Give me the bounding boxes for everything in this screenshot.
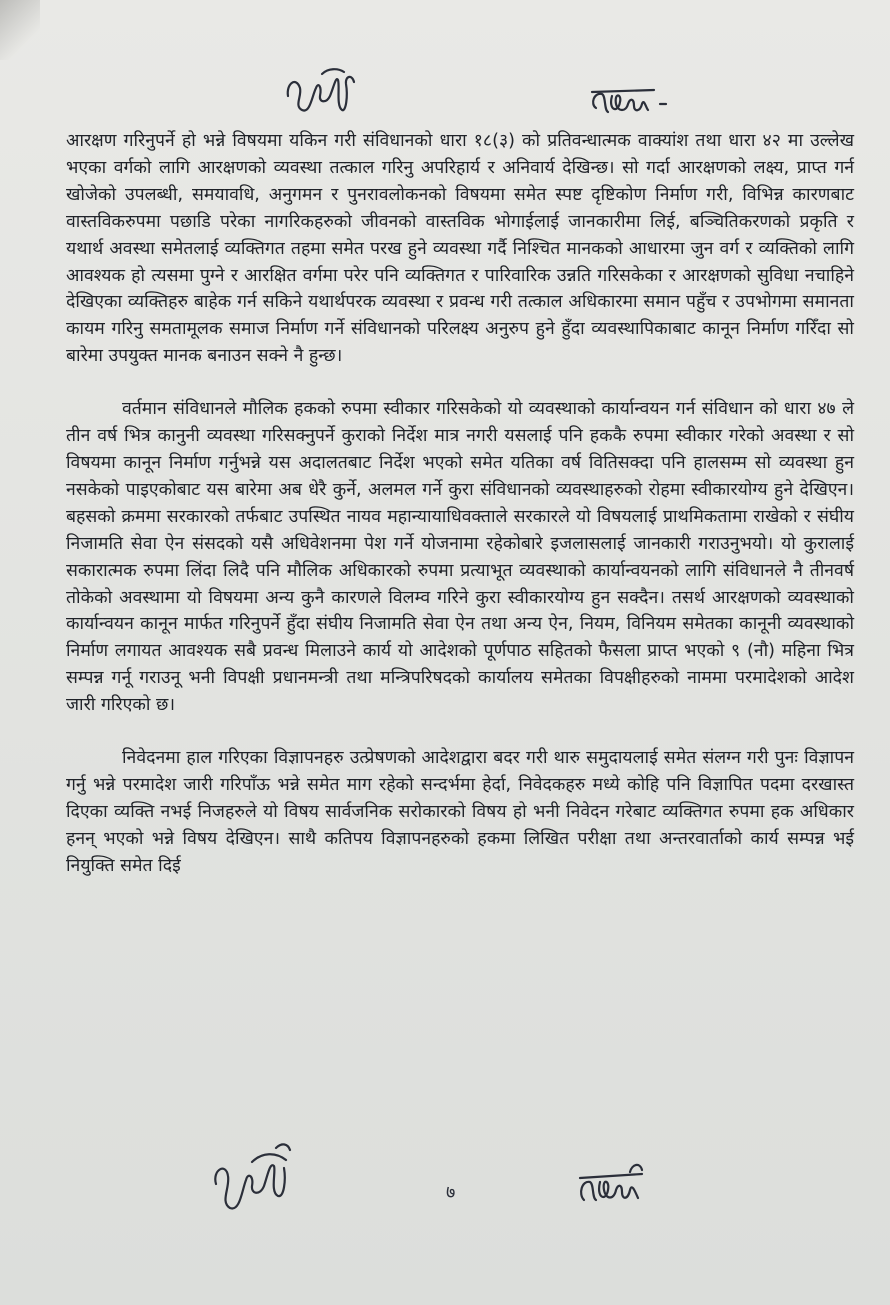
document-body xyxy=(66,128,854,880)
paragraph-2: वर्तमान संविधानले मौलिक हकको रुपमा स्वीकार गरिसकेको यो व्यवस्थाको कार्यान्वयन गर्न संविधान को धारा ४७ ले तीन वर्ष भित्र कानुनी व्यवस्था गरिसक्नुपर्ने कुराको निर्देश मात्र नगरी यसलाई पनि हककै रुपमा स्वीकार गरेको अवस्था र सो विषयमा कानून निर्माण गर्नुभन्ने यस अदालतबाट निर्देश भएको समेत यतिका वर्ष वितिसक्दा पनि हालसम्म सो व्यवस्था हुन नसकेको पाइएकोबाट यस बारेमा अब धेरै कुर्ने, अलमल गर्ने कुरा संविधानको व्यवस्थाहरुको रोहमा स्वीकारयोग्य हुने देखिएन। बहसको क्रममा सरकारको तर्फबाट उपस्थित नायव महान्यायाधिवक्ताले सरकारले यो विषयलाई प्राथमिकतामा राखेको र संघीय निजामति सेवा ऐन संसदको यसै अधिवेशनमा पेश गर्ने योजनामा रहेकोबारे इजलासलाई जानकारी गराउनुभयो। यो कुरालाई सकारात्मक रुपमा लिंदा लिदै पनि मौलिक अधिकारको रुपमा प्रत्याभूत व्यवस्थाको कार्यान्वयनको लागि संविधानले नै तीनवर्ष तोकेको अवस्थामा यो विषयमा अन्य कुनै कारणले विलम्व गरिने कुरा स्वीकारयोग्य हुन सक्दैन। तसर्थ आरक्षणको व्यवस्थाको कार्यान्वयन कानून मार्फत गरिनुपर्ने हुँदा संघीय निजामति सेवा ऐन तथा अन्य ऐन, नियम, विनियम समेतका कानूनी व्यवस्थाको निर्माण लगायत आवश्यक सबै प्रवन्ध मिलाउने कार्य यो आदेशको पूर्णपाठ सहितको फैसला प्राप्त भएको ९ (नौ) महिना भित्र सम्पन्न गर्नू गराउनू भनी विपक्षी प्रधानमन्त्री तथा मन्त्रिपरिषदको कार्यालय समेतका विपक्षीहरुको नाममा परमादेशको आदेश जारी गरिएको छ। xyxy=(66,399,854,716)
signature-bottom-left-icon xyxy=(206,1140,298,1222)
initials-top-right-icon xyxy=(584,82,684,122)
page-number: ७ xyxy=(446,1182,456,1203)
initials-bottom-right-icon xyxy=(570,1160,662,1212)
signature-top-left-icon xyxy=(282,66,362,124)
paragraph-1: आरक्षण गरिनुपर्ने हो भन्ने विषयमा यकिन गरी संविधानको धारा १८(३) को प्रतिवन्धात्मक वाक्यांश तथा धारा ४२ मा उल्लेख भएका वर्गको लागि आरक्षणको व्यवस्था तत्काल गरिनु अपरिहार्य र अनिवार्य देखिन्छ। सो गर्दा आरक्षणको लक्ष्य, प्राप्त गर्न खोजेको उपलब्धी, समयावधि, अनुगमन र पुनरावलोकनको विषयमा समेत स्पष्ट दृष्टिकोण निर्माण गरी, विभिन्न कारणबाट वास्तविकरुपमा पछाडि परेका नागरिकहरुको जीवनको वास्तविक भोगाईलाई जानकारीमा लिई, बञ्चितिकरणको प्रकृति र यथार्थ अवस्था समेतलाई व्यक्तिगत तहमा समेत परख हुने व्यवस्था गर्दै निश्चित मानकको आधारमा जुन वर्ग र व्यक्तिको लागि आवश्यक हो त्यसमा पुग्ने र आरक्षित वर्गमा परेर पनि व्यक्तिगत र पारिवारिक उन्नति गरिसकेका र आरक्षणको सुविधा नचाहिने देखिएका व्यक्तिहरु बाहेक गर्न सकिने यथार्थपरक व्यवस्था र प्रवन्ध गरी तत्काल अधिकारमा समान पहुँच र उपभोगमा समानता कायम गरिनु समतामूलक समाज निर्माण गर्ने संविधानको परिलक्ष्य अनुरुप हुने हुँदा व्यवस्थापिकाबाट कानून निर्माण गरिँदा सो बारेमा उपयुक्त मानक बनाउन सक्ने नै हुन्छ। xyxy=(66,131,854,367)
paragraph-3: निवेदनमा हाल गरिएका विज्ञापनहरु उत्प्रेषणको आदेशद्वारा बदर गरी थारु समुदायलाई समेत संलग्न गरी पुनः विज्ञापन गर्नु भन्ने परमादेश जारी गरिपाँऊ भन्ने समेत माग रहेको सन्दर्भमा हेर्दा, निवेदकहरु मध्ये कोहि पनि विज्ञापित पदमा दरखास्त दिएका व्यक्ति नभई निजहरुले यो विषय सार्वजनिक सरोकारको विषय हो भनी निवेदन गरेबाट व्यक्तिगत रुपमा हक अधिकार हनन् भएको भन्ने विषय देखिएन। साथै कतिपय विज्ञापनहरुको हकमा लिखित परीक्षा तथा अन्तरवार्ताको कार्य सम्पन्न भई नियुक्ति समेत दिई xyxy=(66,748,854,876)
